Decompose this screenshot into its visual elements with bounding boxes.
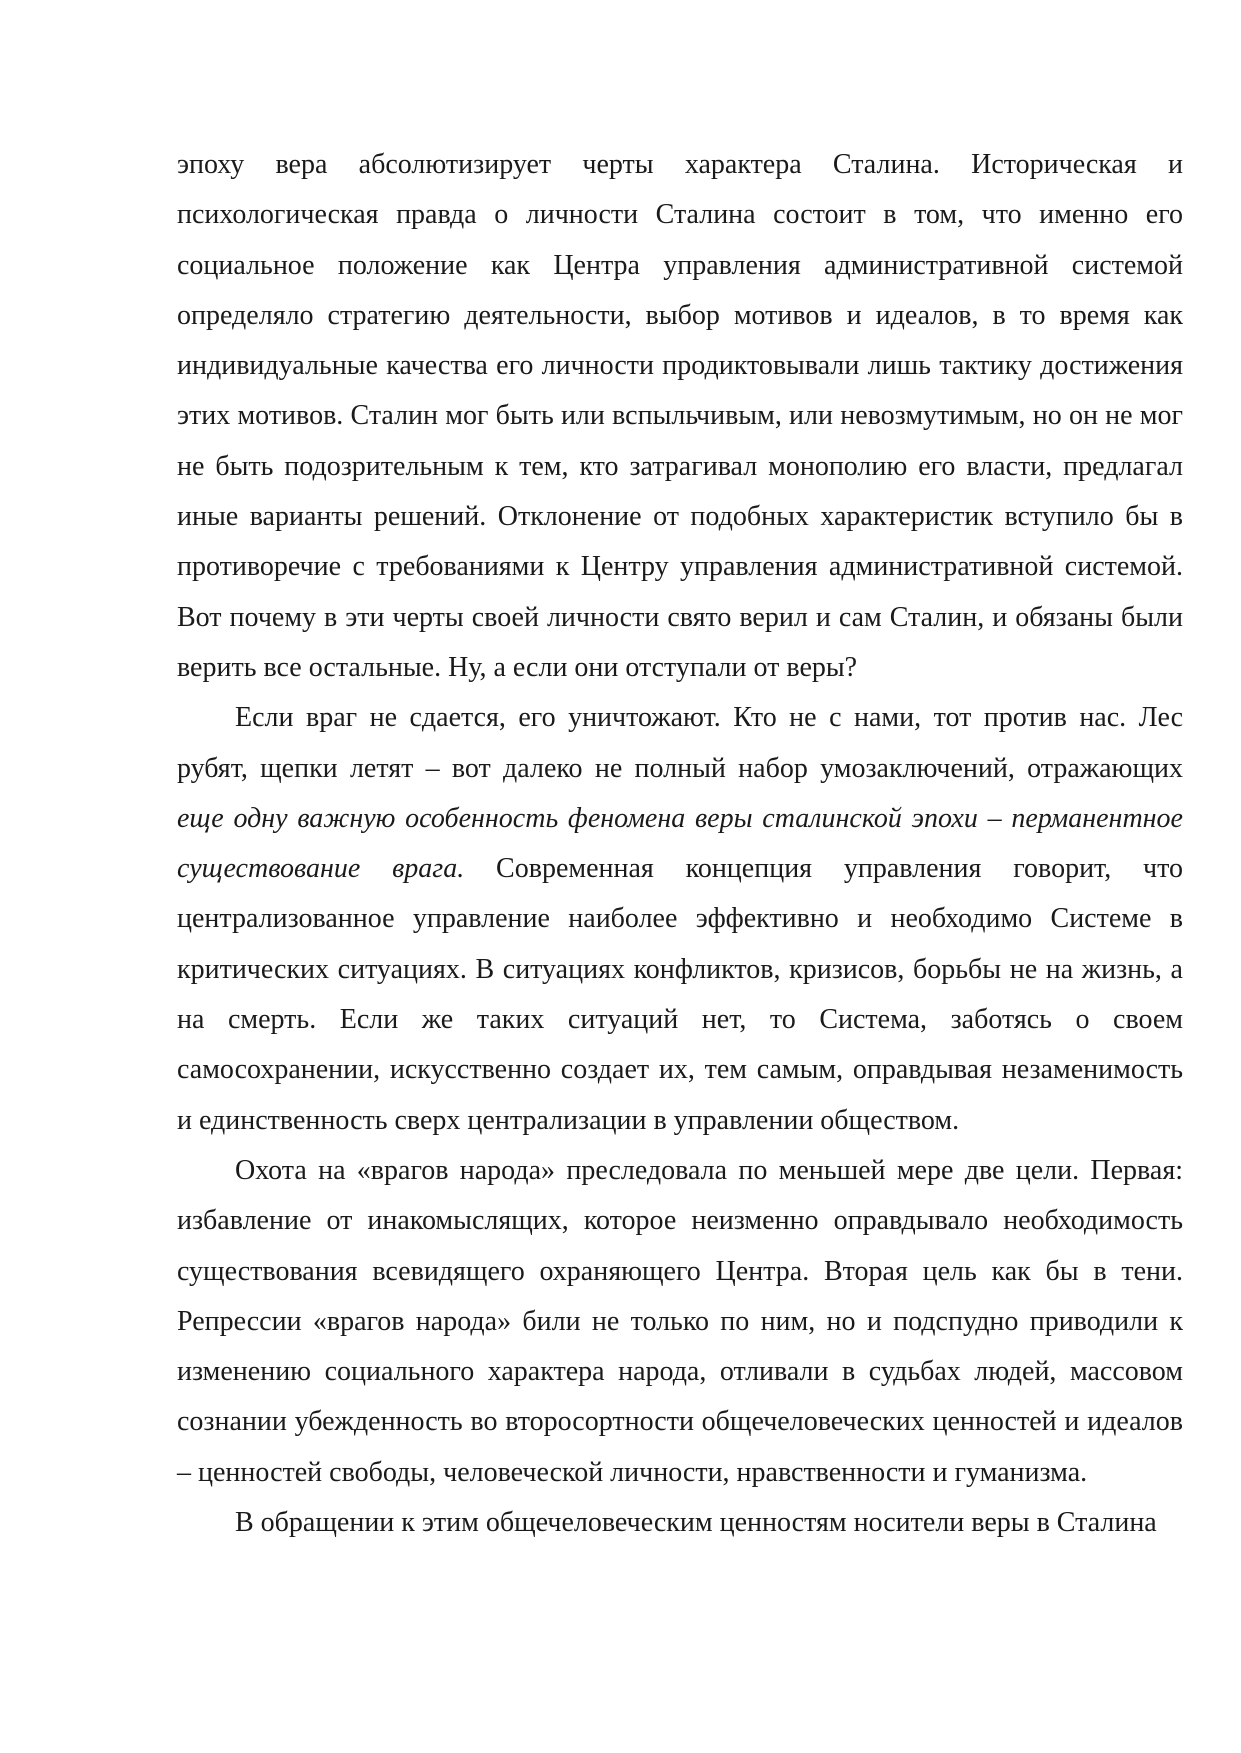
paragraph-4: В обращении к этим общечеловеческим ценностям носители веры в Сталина — [235, 1507, 1157, 1539]
paragraph-1: эпоху вера абсолютизирует черты характера Сталина. Историческая и психологическая правда о личности Сталина состоит в том, что именно его социальное положение как Центра управления административной системой определяло стратегию деятельности, выбор мотивов и идеалов, в то время как индивидуальные качества его личности продиктовывали лишь тактику достижения этих мотивов. Сталин мог быть или вспыльчивым, или невозмутимым, но он не мог не быть подозрительным к тем, кто затрагивал монополию его власти, предлагал иные варианты решений. Отклонение от подобных характеристик вступило бы в противоречие с требованиями к Центру управления административной системой. Вот почему в эти черты своей личности свято верил и сам Сталин, и обязаны были верить все остальные. Ну, а если они отступали от веры? — [177, 149, 1183, 683]
paragraph-2-text: Если враг не сдается, его уничтожают. Кто не с нами, тот против нас. Лес рубят, щепки летят – вот далеко не полный набор умозаключений, отражающих — [177, 702, 1183, 784]
paragraph-3: Охота на «врагов народа» преследовала по меньшей мере две цели. Первая: избавление от инакомыслящих, которое неизменно оправдывало необходимость существования всевидящего охраняющего Центра. Вторая цель как бы в тени. Репрессии «врагов народа» били не только по ним, но и подспудно приводили к изменению социального характера народа, отливали в судьбах людей, массовом сознании убежденность во второсортности общечеловеческих ценностей и идеалов – ценностей свободы, человеческой личности, нравственности и гуманизма. — [177, 1154, 1183, 1488]
body-text — [177, 140, 1183, 1548]
paragraph-2-text-continued: Современная концепция управления говорит, что централизованное управление наиболее эффективно и необходимо Системе в критических ситуациях. В ситуациях конфликтов, кризисов, борьбы не на жизнь, а на смерть. Если же таких ситуаций нет, то Система, заботясь о своем самосохранении, искусственно создает их, тем самым, оправдывая незаменимость и единственность сверх централизации в управлении обществом. — [177, 853, 1183, 1136]
paragraph-2-italic-emphasis: еще одну важную особенность феномена веры сталинской эпохи – перманентное существование врага. — [177, 802, 1183, 885]
paragraph-2 — [177, 693, 1183, 1146]
